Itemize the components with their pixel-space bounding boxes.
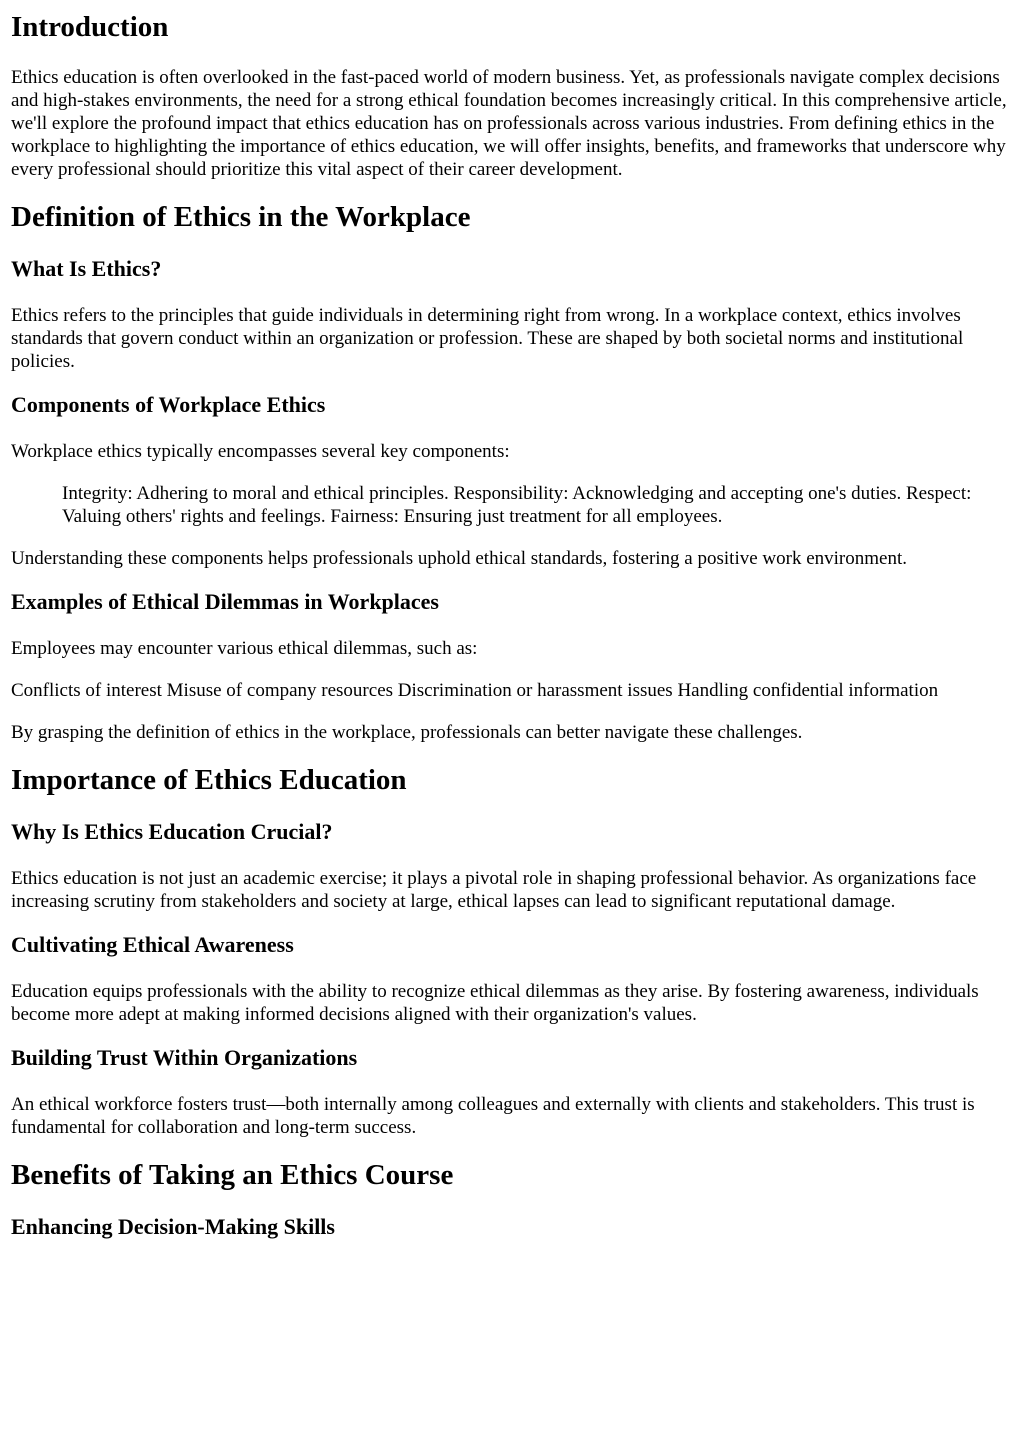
heading-benefits: Benefits of Taking an Ethics Course [11,1159,454,1191]
dilemmas-list: Conflicts of interest Misuse of company resources Discrimination or harassment issues Handling confidential information [11,680,939,701]
what-is-ethics-paragraph: Ethics refers to the principles that guide individuals in determining right from wrong. In a workplace context, ethics involves standards that govern conduct within an organization or profession. These are shaped by both societal norms and institutional policies. [11,305,964,372]
components-outro: Understanding these components helps professionals uphold ethical standards, fostering a positive work environment. [11,548,907,569]
heading-introduction: Introduction [11,11,169,43]
subheading-dilemmas: Examples of Ethical Dilemmas in Workplaces [11,589,439,614]
article [0,10,1024,1240]
dilemmas-intro: Employees may encounter various ethical dilemmas, such as: [11,638,478,659]
why-crucial-paragraph: Ethics education is not just an academic exercise; it plays a pivotal role in shaping professional behavior. As organizations face increasing scrutiny from stakeholders and society at large, ethical lapses can lead to significant reputational damage. [11,868,977,912]
intro-paragraph: Ethics education is often overlooked in the fast-paced world of modern business. Yet, as professionals navigate complex decisions and high-stakes environments, the need for a strong ethical foundation becomes increasingly critical. In this comprehensive article, we'll explore the profound impact that ethics education has on professionals across various industries. From defining ethics in the workplace to highlighting the importance of ethics education, we will offer insights, benefits, and frameworks that underscore why every professional should prioritize this vital aspect of their career development. [11,67,1007,180]
heading-importance: Importance of Ethics Education [11,764,407,796]
awareness-paragraph: Education equips professionals with the ability to recognize ethical dilemmas as they arise. By fostering awareness, individuals become more adept at making informed decisions aligned with their organization's values. [11,981,979,1025]
trust-paragraph: An ethical workforce fosters trust—both internally among colleagues and externally with clients and stakeholders. This trust is fundamental for collaboration and long-term success. [11,1094,975,1138]
components-list: Integrity: Adhering to moral and ethical principles. Responsibility: Acknowledging and accepting one's duties. Respect: Valuing others' rights and feelings. Fairness: Ensuring just treatment for all employees. [62,483,972,527]
subheading-why-crucial: Why Is Ethics Education Crucial? [11,819,333,844]
components-intro: Workplace ethics typically encompasses several key components: [11,441,510,462]
dilemmas-outro: By grasping the definition of ethics in the workplace, professionals can better navigate these challenges. [11,722,803,743]
subheading-awareness: Cultivating Ethical Awareness [11,932,294,957]
heading-definition: Definition of Ethics in the Workplace [11,201,471,233]
subheading-what-is-ethics: What Is Ethics? [11,256,162,281]
subheading-decision-making: Enhancing Decision-Making Skills [11,1214,335,1239]
subheading-components: Components of Workplace Ethics [11,392,326,417]
subheading-trust: Building Trust Within Organizations [11,1045,358,1070]
